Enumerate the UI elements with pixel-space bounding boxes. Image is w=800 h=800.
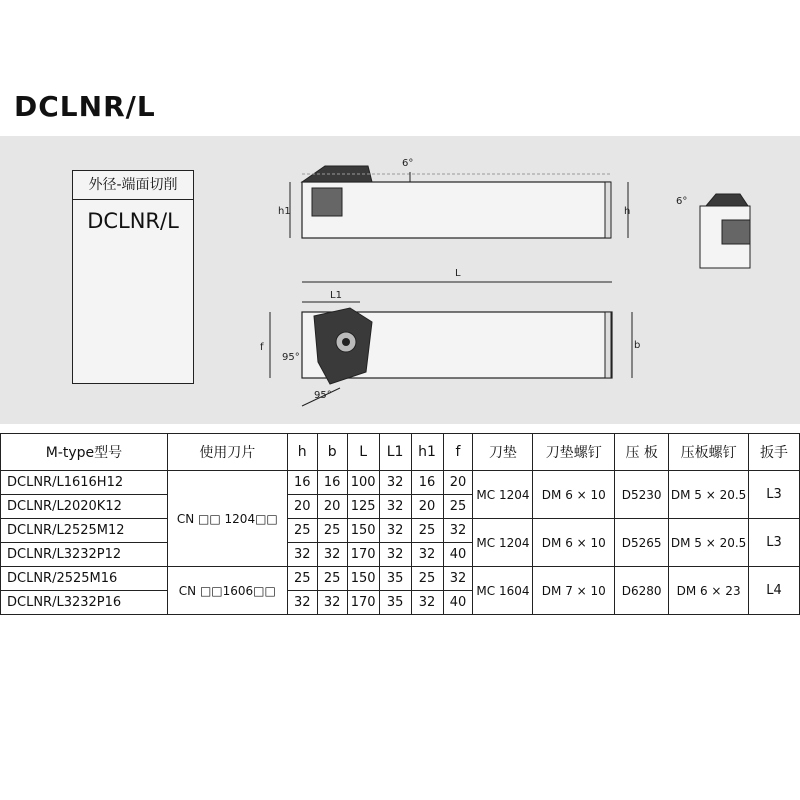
insert-cell: CN □□ 1204□□ [167,471,287,567]
dim-h: h [624,206,631,217]
wrench-cell: L3 [749,519,800,567]
header-model: M-type型号 [1,434,168,471]
spec-table [0,433,800,615]
cell-b: 20 [317,495,347,519]
clamp-screw-cell: DM 5 × 20.5 [669,519,749,567]
shim-screw-cell: DM 6 × 10 [533,519,615,567]
cell-h1: 32 [411,543,443,567]
insert-cell: CN □□1606□□ [167,567,287,615]
header-h1: h1 [411,434,443,471]
shim-cell: MC 1604 [473,567,533,615]
dim-angle-95-b: 95° [314,390,332,401]
cell-L1: 32 [379,495,411,519]
holder-end-view [700,194,750,268]
cell-L1: 35 [379,567,411,591]
wrench-cell: L3 [749,471,800,519]
cell-h1: 16 [411,471,443,495]
header-h: h [287,434,317,471]
table-header-row [1,434,800,471]
table-row [1,567,800,591]
shim-cell: MC 1204 [473,519,533,567]
header-wrench: 扳手 [749,434,800,471]
dim-f: f [260,342,264,353]
cell-f: 32 [443,567,473,591]
holder-top-view [270,282,632,406]
cell-f: 32 [443,519,473,543]
label-cn: 外径-端面切削 [73,171,193,200]
header-clamp-screw: 压板螺钉 [669,434,749,471]
dim-angle-6-top: 6° [402,158,414,169]
dim-angle-95-a: 95° [282,352,300,363]
shim-cell: MC 1204 [473,471,533,519]
cell-h1: 32 [411,591,443,615]
cell-f: 20 [443,471,473,495]
cell-L1: 32 [379,519,411,543]
cell-L1: 32 [379,543,411,567]
cell-L: 150 [347,519,379,543]
cell-h: 32 [287,543,317,567]
cell-b: 25 [317,519,347,543]
label-box [72,170,194,244]
cell-L1: 35 [379,591,411,615]
row-model: DCLNR/L1616H12 [1,471,168,495]
page-title: DCLNR/L [14,90,156,123]
cell-h1: 25 [411,519,443,543]
dim-b: b [634,340,641,351]
cell-L1: 32 [379,471,411,495]
row-model: DCLNR/L3232P12 [1,543,168,567]
cell-f: 40 [443,543,473,567]
table-row [1,471,800,495]
cell-L: 170 [347,591,379,615]
dim-h1: h1 [278,206,291,217]
shim-screw-cell: DM 7 × 10 [533,567,615,615]
header-insert: 使用刀片 [167,434,287,471]
shim-screw-cell: DM 6 × 10 [533,471,615,519]
icon-box [72,243,194,384]
clamp-screw-cell: DM 5 × 20.5 [669,471,749,519]
clamp-cell: D5230 [615,471,669,519]
row-model: DCLNR/2525M16 [1,567,168,591]
cell-h: 32 [287,591,317,615]
cell-f: 40 [443,591,473,615]
header-f: f [443,434,473,471]
header-b: b [317,434,347,471]
header-shim-screw: 刀垫螺钉 [533,434,615,471]
cell-L: 125 [347,495,379,519]
dim-angle-6-end: 6° [676,196,688,207]
cell-b: 32 [317,543,347,567]
clamp-screw-cell: DM 6 × 23 [669,567,749,615]
row-model: DCLNR/L3232P16 [1,591,168,615]
header-L: L [347,434,379,471]
cell-L: 100 [347,471,379,495]
cell-h: 16 [287,471,317,495]
dim-L: L [455,268,461,279]
dim-L1: L1 [330,290,342,301]
clamp-cell: D6280 [615,567,669,615]
cell-b: 32 [317,591,347,615]
cell-h1: 25 [411,567,443,591]
label-en: DCLNR/L [87,209,179,233]
cell-h1: 20 [411,495,443,519]
cell-h: 25 [287,519,317,543]
cell-f: 25 [443,495,473,519]
header-clamp: 压 板 [615,434,669,471]
header-shim: 刀垫 [473,434,533,471]
cell-h: 25 [287,567,317,591]
table-row [1,519,800,543]
cell-L: 170 [347,543,379,567]
wrench-cell: L4 [749,567,800,615]
header-L1: L1 [379,434,411,471]
clamp-cell: D5265 [615,519,669,567]
holder-side-view [290,166,631,238]
cell-b: 25 [317,567,347,591]
row-model: DCLNR/L2525M12 [1,519,168,543]
row-model: DCLNR/L2020K12 [1,495,168,519]
cell-h: 20 [287,495,317,519]
cell-L: 150 [347,567,379,591]
cell-b: 16 [317,471,347,495]
